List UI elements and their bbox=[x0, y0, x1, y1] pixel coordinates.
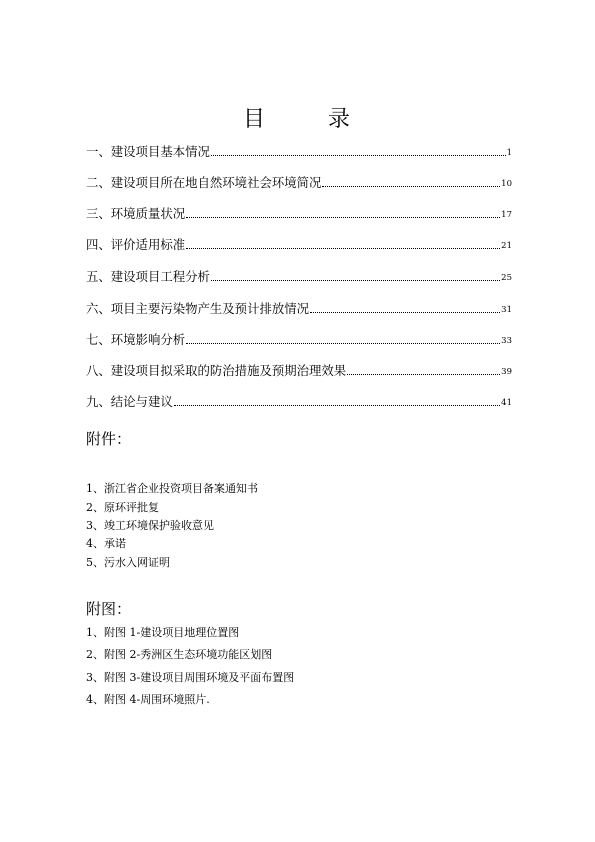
toc-entry[interactable] bbox=[86, 140, 512, 160]
figures-heading: 附图： bbox=[86, 600, 132, 618]
toc-page-number: 17 bbox=[501, 210, 512, 220]
toc-page-number: 39 bbox=[501, 367, 512, 377]
attachment-item: 1、浙江省企业投资项目备案通知书 bbox=[86, 482, 258, 495]
toc-page-number: 41 bbox=[501, 398, 512, 408]
toc-entry-label: 九、结论与建议 bbox=[86, 394, 173, 409]
attachment-item: 5、污水入网证明 bbox=[86, 556, 170, 569]
toc-leader-dots bbox=[186, 342, 500, 344]
toc-entry[interactable] bbox=[86, 297, 512, 317]
toc-page-number: 1 bbox=[506, 148, 512, 158]
figure-item: 1、附图 1-建设项目地理位置图 bbox=[86, 626, 240, 639]
figure-item: 2、附图 2-秀洲区生态环境功能区划图 bbox=[86, 648, 273, 661]
attachments-heading: 附件： bbox=[86, 430, 132, 448]
toc-entry-label: 五、建设项目工程分析 bbox=[86, 269, 210, 284]
toc-leader-dots bbox=[174, 404, 500, 406]
toc-entry-label: 八、建设项目拟采取的防治措施及预期治理效果 bbox=[86, 363, 347, 378]
toc-entry-label: 三、环境质量状况 bbox=[86, 206, 186, 221]
toc-page-number: 31 bbox=[501, 305, 512, 315]
toc-entry[interactable] bbox=[86, 171, 512, 191]
toc-page-number: 25 bbox=[501, 273, 512, 283]
toc-page-number: 33 bbox=[501, 336, 512, 346]
toc-entry[interactable] bbox=[86, 202, 512, 222]
toc-entry[interactable] bbox=[86, 390, 512, 410]
attachment-item: 3、竣工环境保护验收意见 bbox=[86, 519, 214, 532]
toc-entry-label: 二、建设项目所在地自然环境社会环境简况 bbox=[86, 175, 322, 190]
figure-item: 4、附图 4-周围环境照片. bbox=[86, 693, 210, 706]
toc-leader-dots bbox=[310, 311, 500, 313]
toc-entry[interactable] bbox=[86, 359, 512, 379]
attachment-item: 2、原环评批复 bbox=[86, 501, 159, 514]
toc-entry-label: 四、评价适用标准 bbox=[86, 237, 186, 252]
toc-page-number: 10 bbox=[501, 179, 512, 189]
toc-entry-label: 七、环境影响分析 bbox=[86, 332, 186, 347]
toc-entry-label: 一、建设项目基本情况 bbox=[86, 144, 210, 159]
title-char-1: 目 bbox=[243, 107, 266, 132]
toc-entry[interactable] bbox=[86, 233, 512, 253]
toc-entry[interactable] bbox=[86, 265, 512, 285]
toc-leader-dots bbox=[186, 247, 500, 249]
attachment-item: 4、承诺 bbox=[86, 537, 126, 550]
figure-item: 3、附图 3-建设项目周围环境及平面布置图 bbox=[86, 671, 295, 684]
toc-leader-dots bbox=[347, 373, 500, 375]
toc-leader-dots bbox=[211, 279, 500, 281]
title-char-2: 录 bbox=[328, 107, 351, 132]
toc-entry-label: 六、项目主要污染物产生及预计排放情况 bbox=[86, 301, 310, 316]
toc-leader-dots bbox=[322, 185, 500, 187]
toc-leader-dots bbox=[211, 154, 506, 156]
toc-leader-dots bbox=[186, 216, 500, 218]
toc-entry[interactable] bbox=[86, 328, 512, 348]
toc-page-number: 21 bbox=[501, 241, 512, 251]
